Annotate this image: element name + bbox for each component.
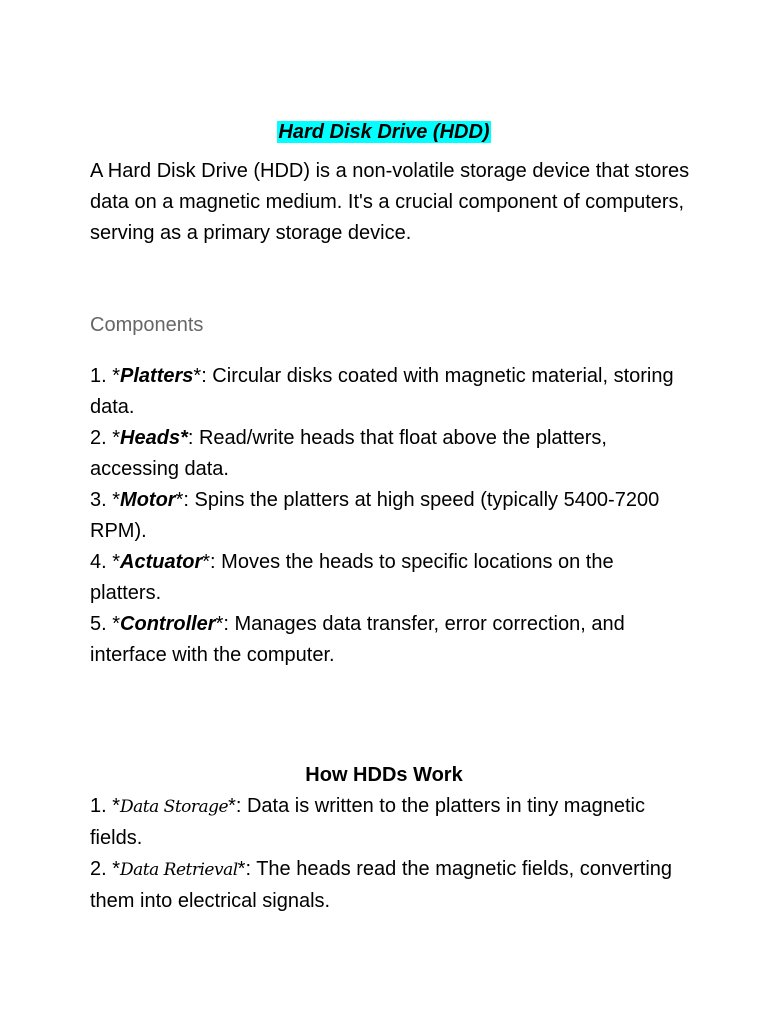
item-number: 2. *: [90, 427, 121, 449]
item-term: Data Retrieval: [120, 860, 238, 880]
title-highlight: Hard Disk Drive (HDD): [278, 121, 490, 143]
item-number: 4. *: [90, 551, 121, 573]
item-description: *: Data is written to the platters in tiny magnetic fields.: [90, 795, 645, 849]
item-description: *: Manages data transfer, error correction, and interface with the computer.: [90, 613, 625, 666]
how-heading: How HDDs Work: [305, 764, 463, 786]
list-item: [90, 485, 690, 547]
item-term: Data Storage: [120, 797, 229, 817]
item-number: 5. *: [90, 613, 121, 635]
item-description: *: Circular disks coated with magnetic material, storing data.: [90, 365, 674, 418]
how-list: [90, 791, 690, 917]
document-title: [0, 117, 768, 147]
item-term: Platters: [120, 365, 194, 387]
list-item: [90, 547, 690, 609]
intro-paragraph: A Hard Disk Drive (HDD) is a non-volatile storage device that stores data on a magnetic medium. It's a crucial component of computers, serving as a primary storage device.: [90, 160, 690, 244]
item-term: Heads*: [120, 427, 188, 449]
list-item: [90, 361, 690, 423]
list-item: [90, 609, 690, 671]
item-term: Controller: [120, 613, 216, 635]
item-number: 2. *: [90, 858, 121, 880]
list-item: [90, 423, 690, 485]
item-term: Motor: [120, 489, 176, 511]
item-number: 1. *: [90, 795, 121, 817]
item-description: *: The heads read the magnetic fields, converting them into electrical signals.: [90, 858, 673, 912]
item-description: *: Spins the platters at high speed (typically 5400-7200 RPM).: [90, 489, 660, 542]
list-item: [90, 854, 690, 917]
list-item: [90, 791, 690, 854]
item-description: *: Moves the heads to specific locations on the platters.: [90, 551, 614, 604]
components-list: [90, 361, 690, 671]
item-number: 1. *: [90, 365, 121, 387]
item-term: Actuator: [120, 551, 203, 573]
components-heading: Components: [90, 314, 204, 336]
item-number: 3. *: [90, 489, 121, 511]
item-description: : Read/write heads that float above the platters, accessing data.: [90, 427, 607, 480]
